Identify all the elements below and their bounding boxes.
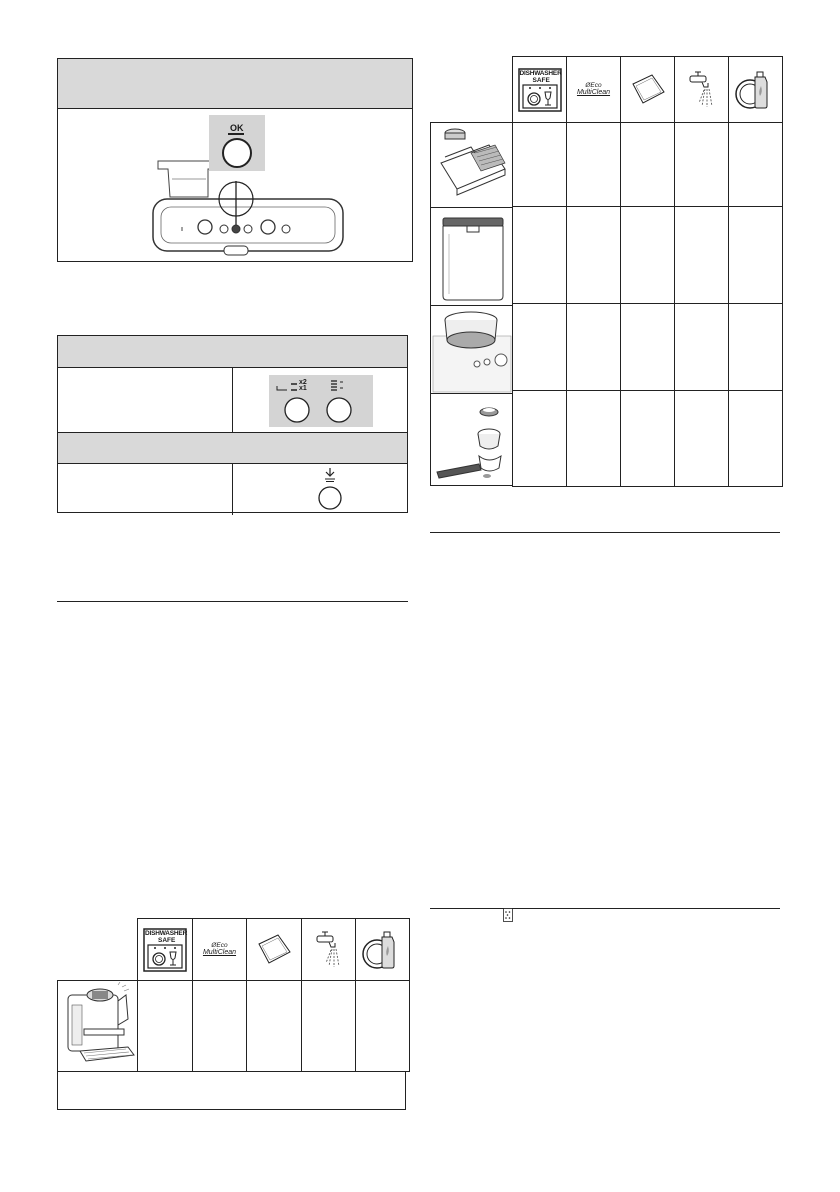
dishwasher-safe-icon: DISHWASHER SAFE: [513, 57, 567, 123]
right-cell: [513, 123, 567, 207]
right-table-row-drip-tray: [513, 123, 783, 207]
detergent-icon: [356, 919, 410, 981]
right-cell: [513, 304, 567, 391]
tap-water-icon: [675, 57, 729, 123]
buttons-row2-header: [58, 433, 407, 464]
detergent-icon: [729, 57, 783, 123]
buttons-row1-header: [58, 336, 407, 368]
water-tank-image: [431, 208, 513, 306]
right-cell: [729, 123, 783, 207]
dispense-button-illustration: [233, 464, 407, 515]
right-cell: [513, 207, 567, 304]
left-table-cell-0: [138, 981, 193, 1072]
right-cell: [621, 304, 675, 391]
right-cell: [567, 391, 621, 487]
section-divider-right-1: [430, 532, 780, 533]
portafilter-image: [431, 394, 513, 488]
cloth-icon: [621, 57, 675, 123]
right-table-row-portafilter: [513, 391, 783, 487]
left-table-header-row: [138, 919, 410, 981]
right-table-header-row: [513, 57, 783, 123]
cup-buttons-illustration: [233, 368, 407, 432]
tap-water-icon: [302, 919, 356, 981]
bean-hopper-image: [431, 306, 513, 394]
buttons-row1: [58, 368, 407, 433]
right-cell: [675, 391, 729, 487]
cloth-icon: [247, 919, 302, 981]
buttons-row2: [58, 464, 407, 515]
right-cell: [621, 207, 675, 304]
descale-mini-icon: [503, 908, 513, 922]
ok-panel: [57, 58, 413, 262]
left-table-cell-4: [356, 981, 410, 1072]
left-table-footer: [57, 1071, 406, 1110]
buttons-row2-text: [58, 464, 233, 515]
ok-machine-illustration: [58, 109, 412, 262]
right-cleaning-table: [512, 56, 783, 487]
right-cell: [675, 207, 729, 304]
left-table-row-machine: [138, 981, 410, 1072]
right-cell: [675, 304, 729, 391]
right-cell: [729, 304, 783, 391]
right-cell: [675, 123, 729, 207]
left-table-cell-3: [302, 981, 356, 1072]
right-table-row-bean-hopper: [513, 304, 783, 391]
machine-body-image: [57, 980, 138, 1072]
left-table-cell-1: [193, 981, 247, 1072]
cup-label-x2: x2: [299, 379, 307, 386]
cup-label-x1: x1: [299, 385, 307, 392]
section-divider-left: [57, 601, 408, 602]
right-cell: [729, 391, 783, 487]
left-cleaning-table: [137, 918, 410, 1072]
eco-multiclean-icon: ØEco MultiClean: [567, 57, 621, 123]
eco-multiclean-icon: ØEco MultiClean: [193, 919, 247, 981]
right-cell: [567, 304, 621, 391]
right-cell: [621, 123, 675, 207]
right-cell: [567, 123, 621, 207]
buttons-row1-text: [58, 368, 233, 432]
right-cell: [729, 207, 783, 304]
right-cell: [513, 391, 567, 487]
buttons-panel: [57, 335, 408, 513]
section-divider-right-2: [430, 908, 780, 909]
drip-tray-image: [431, 123, 513, 208]
right-cell: [621, 391, 675, 487]
right-item-images: [430, 122, 513, 486]
dishwasher-safe-icon: DISHWASHER SAFE: [138, 919, 193, 981]
right-cell: [567, 207, 621, 304]
ok-panel-header: [58, 59, 412, 109]
right-table-row-water-tank: [513, 207, 783, 304]
left-table-cell-2: [247, 981, 302, 1072]
ok-label: OK: [230, 123, 244, 133]
